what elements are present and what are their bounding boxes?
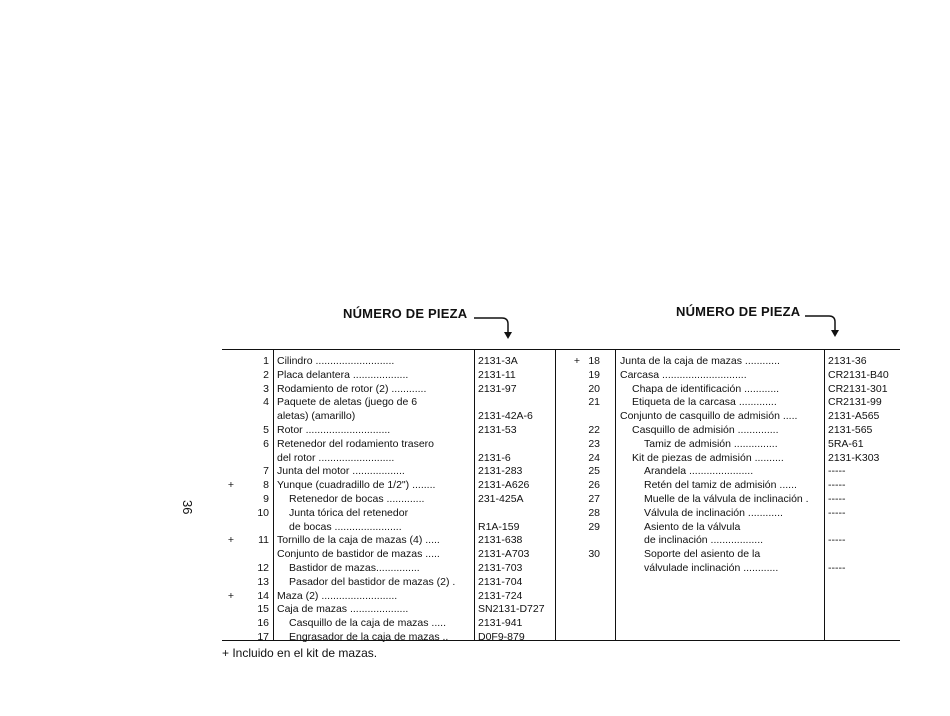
item-number: 18 [588,355,600,367]
item-description: Rodamiento de rotor (2) ............ [277,382,427,395]
table-row [556,464,900,478]
table-row [222,354,556,368]
part-number: 2131-42A-6 [478,410,533,423]
item-description: Placa delantera ................... [277,368,409,381]
part-number: D0F9-879 [478,631,525,643]
item-number: 14 [257,589,269,602]
kit-marker: + [227,479,235,492]
part-number: ----- [828,493,846,505]
table-row [222,589,556,603]
item-description: aletas) (amarillo) [277,410,356,423]
item-number: 1 [263,355,269,367]
item-description: Retén del tamiz de admisión ...... [644,479,797,492]
item-number: 19 [588,368,600,381]
item-number: 10 [257,506,269,519]
table-row [222,464,556,478]
part-number: 2131-638 [478,534,523,547]
item-description: Kit de piezas de admisión .......... [632,451,784,464]
table-row [556,561,900,575]
item-description: Conjunto de casquillo de admisión ..... [620,410,798,423]
item-number: 23 [588,437,600,450]
table-row [556,533,900,547]
table-row [222,616,556,630]
table-row [222,382,556,396]
table-row [556,409,900,423]
table-row [222,561,556,575]
table-row [556,368,900,382]
part-number: 2131-283 [478,465,523,478]
item-description: de inclinación .................. [644,534,764,547]
part-number: 2131-11 [478,368,516,381]
part-number: CR2131-99 [828,396,882,409]
item-description: Conjunto de bastidor de mazas ..... [277,548,440,561]
footnote: + Incluido en el kit de mazas. [222,646,378,660]
table-row [222,409,556,423]
item-description: Junta de la caja de mazas ............ [620,355,780,367]
item-description: Carcasa ............................. [620,368,747,381]
item-number: 24 [588,451,600,464]
item-description: Junta del motor .................. [277,465,405,478]
item-number: 8 [263,479,269,492]
item-description: de bocas ....................... [289,520,402,533]
item-number: 6 [263,437,269,450]
item-number: 30 [588,548,600,561]
part-number: 5RA-61 [828,437,864,450]
item-description: Tamiz de admisión ............... [644,437,778,450]
item-number: 28 [588,506,600,519]
table-row [222,368,556,382]
table-row [222,451,556,465]
item-number: 25 [588,465,600,478]
item-description: Engrasador de la caja de mazas .. [289,631,449,643]
item-number: 4 [263,396,269,409]
table-row [222,547,556,561]
kit-marker: + [227,589,235,602]
kit-marker: + [573,355,581,367]
part-number: ----- [828,506,846,519]
part-number: 2131-565 [828,424,873,436]
item-description: Válvula de inclinación ............ [644,506,783,519]
item-number: 3 [263,382,269,395]
item-number: 26 [588,479,600,492]
item-description: Muelle de la válvula de inclinación . [644,493,809,505]
item-number: 29 [588,520,600,533]
part-number: SN2131-D727 [478,603,545,616]
part-number: 2131-A703 [478,548,530,561]
page-number: 36 [180,500,195,515]
item-description: Casquillo de admisión .............. [632,424,779,436]
part-number: 2131-97 [478,382,517,395]
part-number: CR2131-301 [828,382,888,395]
part-number: 2131-941 [478,617,523,630]
item-description: del rotor .......................... [277,451,395,464]
item-description: Junta tórica del retenedor [289,506,409,519]
left-parts-table [222,349,556,641]
part-number: R1A-159 [478,520,520,533]
part-number: 2131-6 [478,451,511,464]
part-number: 2131-K303 [828,451,880,464]
table-row [556,478,900,492]
left-column-header: NÚMERO DE PIEZA [343,306,468,321]
table-row [222,602,556,616]
item-description: Etiqueta de la carcasa ............. [632,396,777,409]
table-row [222,520,556,534]
table-row [222,437,556,451]
item-description: Yunque (cuadradillo de 1/2") ........ [277,479,436,492]
table-row [556,382,900,396]
item-number: 13 [257,575,269,588]
part-number: ----- [828,562,846,574]
item-description: Casquillo de la caja de mazas ..... [289,617,446,630]
item-number: 5 [263,424,269,436]
table-row [222,630,556,644]
right-column-header: NÚMERO DE PIEZA [676,304,801,319]
item-description: Bastidor de mazas............... [289,562,420,574]
part-number: 2131-A565 [828,410,880,423]
item-number: 22 [588,424,600,436]
item-description: Cilindro ........................... [277,355,395,367]
item-number: 27 [588,493,600,505]
item-number: 12 [257,562,269,574]
table-row [556,520,900,534]
item-description: Tornillo de la caja de mazas (4) ..... [277,534,440,547]
part-number: 2131-53 [478,424,517,436]
table-row [556,423,900,437]
item-number: 7 [263,465,269,478]
table-row [556,451,900,465]
part-number: 2131-704 [478,575,523,588]
item-description: válvulade inclinación ............ [644,562,779,574]
part-number: ----- [828,534,846,547]
item-description: Chapa de identificación ............ [632,382,780,395]
part-number: ----- [828,465,846,478]
table-row [222,395,556,409]
part-number: ----- [828,479,846,492]
part-number: 2131-703 [478,562,523,574]
item-description: Pasador del bastidor de mazas (2) . [289,575,456,588]
item-description: Caja de mazas .................... [277,603,409,616]
table-row [222,478,556,492]
item-description: Rotor ............................. [277,424,391,436]
item-description: Maza (2) .......................... [277,589,398,602]
table-row [222,533,556,547]
item-number: 17 [257,631,269,643]
item-description: Soporte del asiento de la [644,548,761,561]
item-description: Asiento de la válvula [644,520,741,533]
kit-marker: + [227,534,235,547]
part-number: 2131-36 [828,355,867,367]
item-number: 16 [257,617,269,630]
item-number: 2 [263,368,269,381]
left-header-arrow-icon [474,312,524,340]
item-number: 20 [588,382,600,395]
table-row [556,354,900,368]
part-number: 231-425A [478,493,524,505]
item-description: Retenedor del rodamiento trasero [277,437,435,450]
item-description: Retenedor de bocas ............. [289,493,425,505]
part-number: CR2131-B40 [828,368,889,381]
item-description: Paquete de aletas (juego de 6 [277,396,418,409]
right-header-arrow-icon [805,310,855,338]
table-row [222,492,556,506]
table-row [556,395,900,409]
part-number: 2131-3A [478,355,518,367]
item-number: 11 [258,534,269,547]
item-description: Arandela ...................... [644,465,754,478]
table-row [222,575,556,589]
item-number: 9 [263,493,269,505]
item-number: 21 [588,396,600,409]
table-row [222,506,556,520]
table-row [556,492,900,506]
right-parts-table [556,349,900,641]
table-row [222,423,556,437]
item-number: 15 [257,603,269,616]
table-row [556,437,900,451]
part-number: 2131-A626 [478,479,530,492]
part-number: 2131-724 [478,589,523,602]
table-row [556,547,900,561]
table-row [556,506,900,520]
